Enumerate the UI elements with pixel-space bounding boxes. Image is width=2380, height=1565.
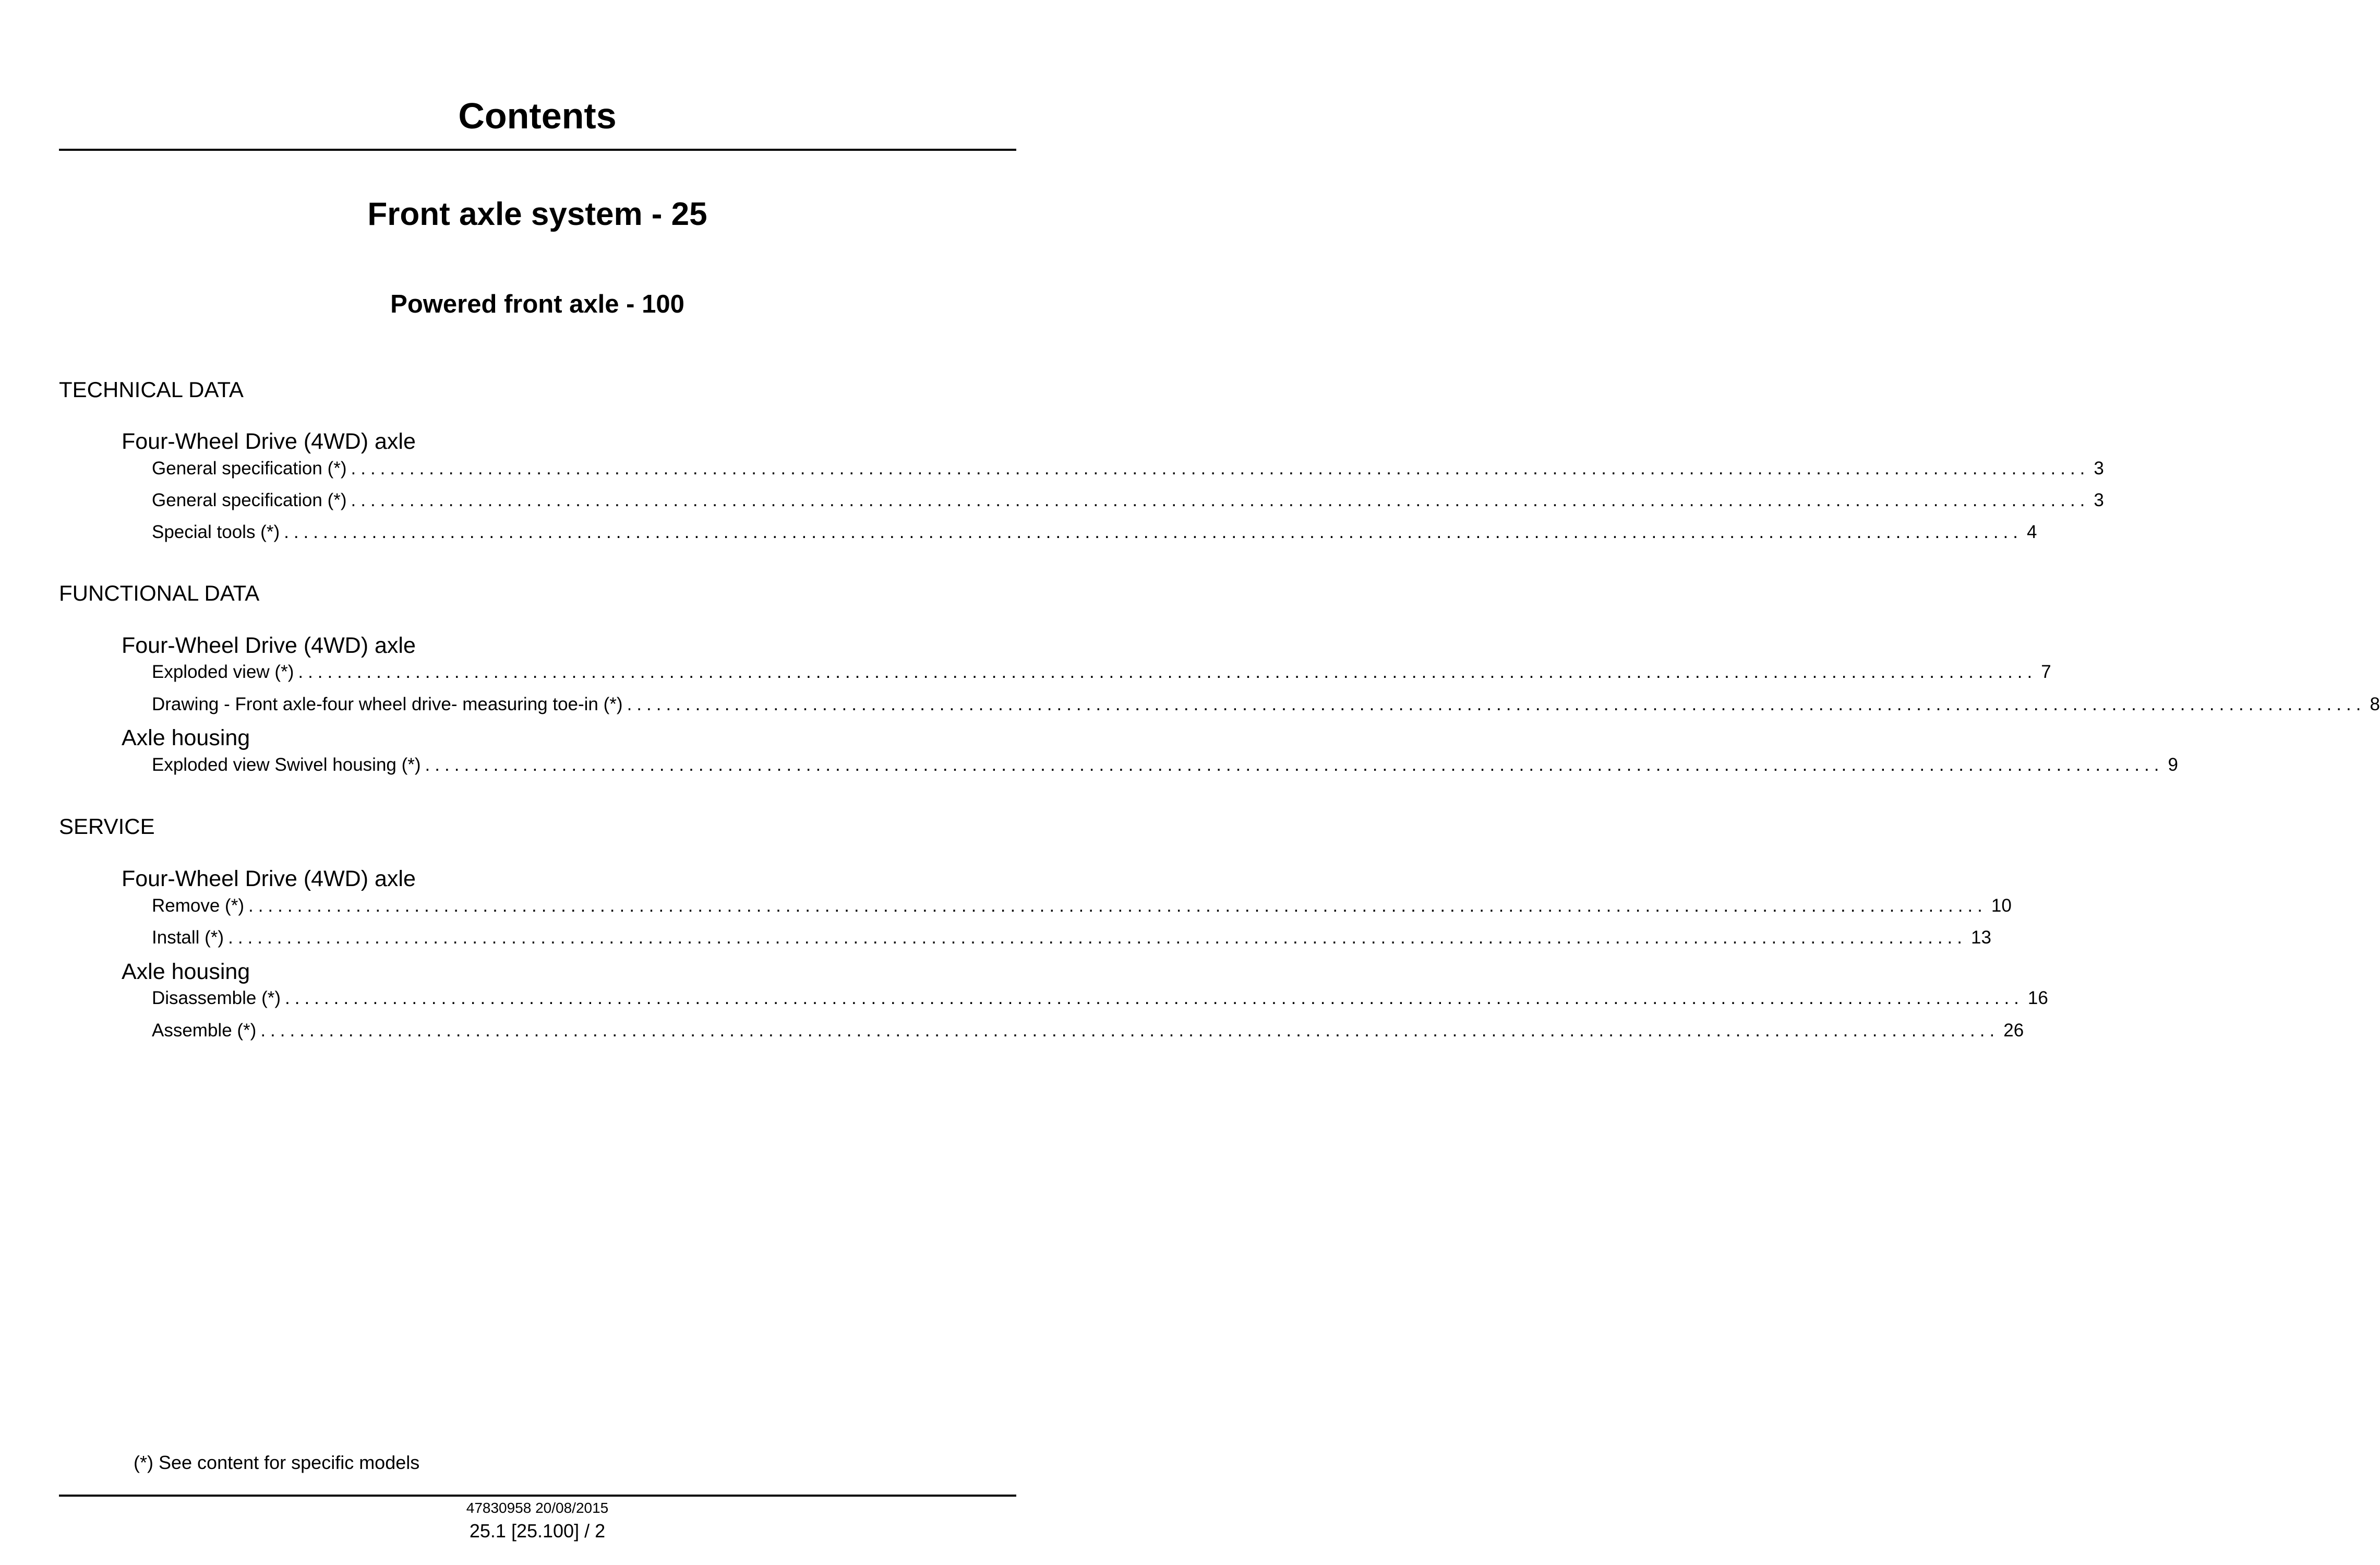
dot-leader: ..................................................................................................................................................................................: [284, 522, 2023, 542]
dot-leader: ..................................................................................................................................................................................: [260, 1020, 2000, 1041]
document-id: 47830958 20/08/2015: [466, 1500, 609, 1516]
group-label-technical-data: TECHNICAL DATA: [59, 377, 244, 402]
toc-entry-page: 8: [2370, 694, 2380, 714]
dot-leader: ..................................................................................................................................................................................: [627, 694, 2366, 714]
topic-label: Four-Wheel Drive (4WD) axle: [122, 429, 416, 454]
toc-entry-label: Remove (*): [152, 895, 244, 916]
toc-entry-page: 26: [2003, 1020, 2024, 1041]
toc-entry-label: General specification (*): [152, 490, 347, 510]
toc-entry[interactable]: [152, 694, 2380, 720]
topic-label: Four-Wheel Drive (4WD) axle: [122, 633, 416, 658]
toc-entry-label: Disassemble (*): [152, 988, 281, 1008]
dot-leader: ..................................................................................................................................................................................: [298, 662, 2037, 682]
footer-rule: [59, 1495, 1016, 1497]
toc-entry[interactable]: [152, 895, 2012, 922]
toc-entry[interactable]: [152, 522, 2037, 548]
dot-leader: ..................................................................................................................................................................................: [351, 490, 2090, 510]
toc-entry-label: Exploded view Swivel housing (*): [152, 755, 421, 775]
toc-entry-page: 3: [2094, 458, 2104, 479]
toc-entry-page: 9: [2168, 755, 2178, 775]
topic-label: Axle housing: [122, 959, 250, 984]
toc-entry[interactable]: [152, 755, 2178, 781]
toc-entry-page: 4: [2027, 522, 2037, 542]
topic-label: Axle housing: [122, 725, 250, 750]
toc-entry-label: Special tools (*): [152, 522, 280, 542]
toc-entry-page: 7: [2041, 662, 2051, 682]
toc-entry-label: Install (*): [152, 927, 224, 948]
dot-leader: ..................................................................................................................................................................................: [285, 988, 2024, 1008]
toc-entry-label: Drawing - Front axle-four wheel drive- measuring toe-in (*): [152, 694, 623, 714]
toc-entry[interactable]: [152, 490, 2104, 516]
page-reference: 25.1 [25.100] / 2: [469, 1520, 606, 1542]
toc-entry-label: Assemble (*): [152, 1020, 257, 1041]
toc-entry[interactable]: [152, 988, 2048, 1014]
section-title: Front axle system - 25: [367, 196, 707, 232]
toc-entry[interactable]: [152, 1020, 2024, 1046]
dot-leader: ..................................................................................................................................................................................: [425, 755, 2164, 775]
group-label-functional-data: FUNCTIONAL DATA: [59, 581, 260, 605]
page-title: Contents: [458, 95, 617, 136]
footnote: (*) See content for specific models: [134, 1452, 420, 1473]
dot-leader: ..................................................................................................................................................................................: [228, 927, 1967, 948]
dot-leader: ..................................................................................................................................................................................: [351, 458, 2090, 479]
toc-entry-page: 3: [2094, 490, 2104, 510]
toc-entry[interactable]: [152, 458, 2104, 484]
dot-leader: ..................................................................................................................................................................................: [248, 895, 1987, 916]
toc-entry-label: General specification (*): [152, 458, 347, 479]
group-label-service: SERVICE: [59, 814, 155, 839]
toc-entry[interactable]: [152, 927, 1991, 953]
toc-entry-page: 10: [1991, 895, 2012, 916]
toc-entry[interactable]: [152, 662, 2051, 688]
toc-entry-label: Exploded view (*): [152, 662, 294, 682]
header-rule: [59, 149, 1016, 151]
toc-entry-page: 16: [2027, 988, 2048, 1008]
subsection-title: Powered front axle - 100: [390, 290, 684, 318]
topic-label: Four-Wheel Drive (4WD) axle: [122, 866, 416, 891]
toc-entry-page: 13: [1971, 927, 1991, 948]
